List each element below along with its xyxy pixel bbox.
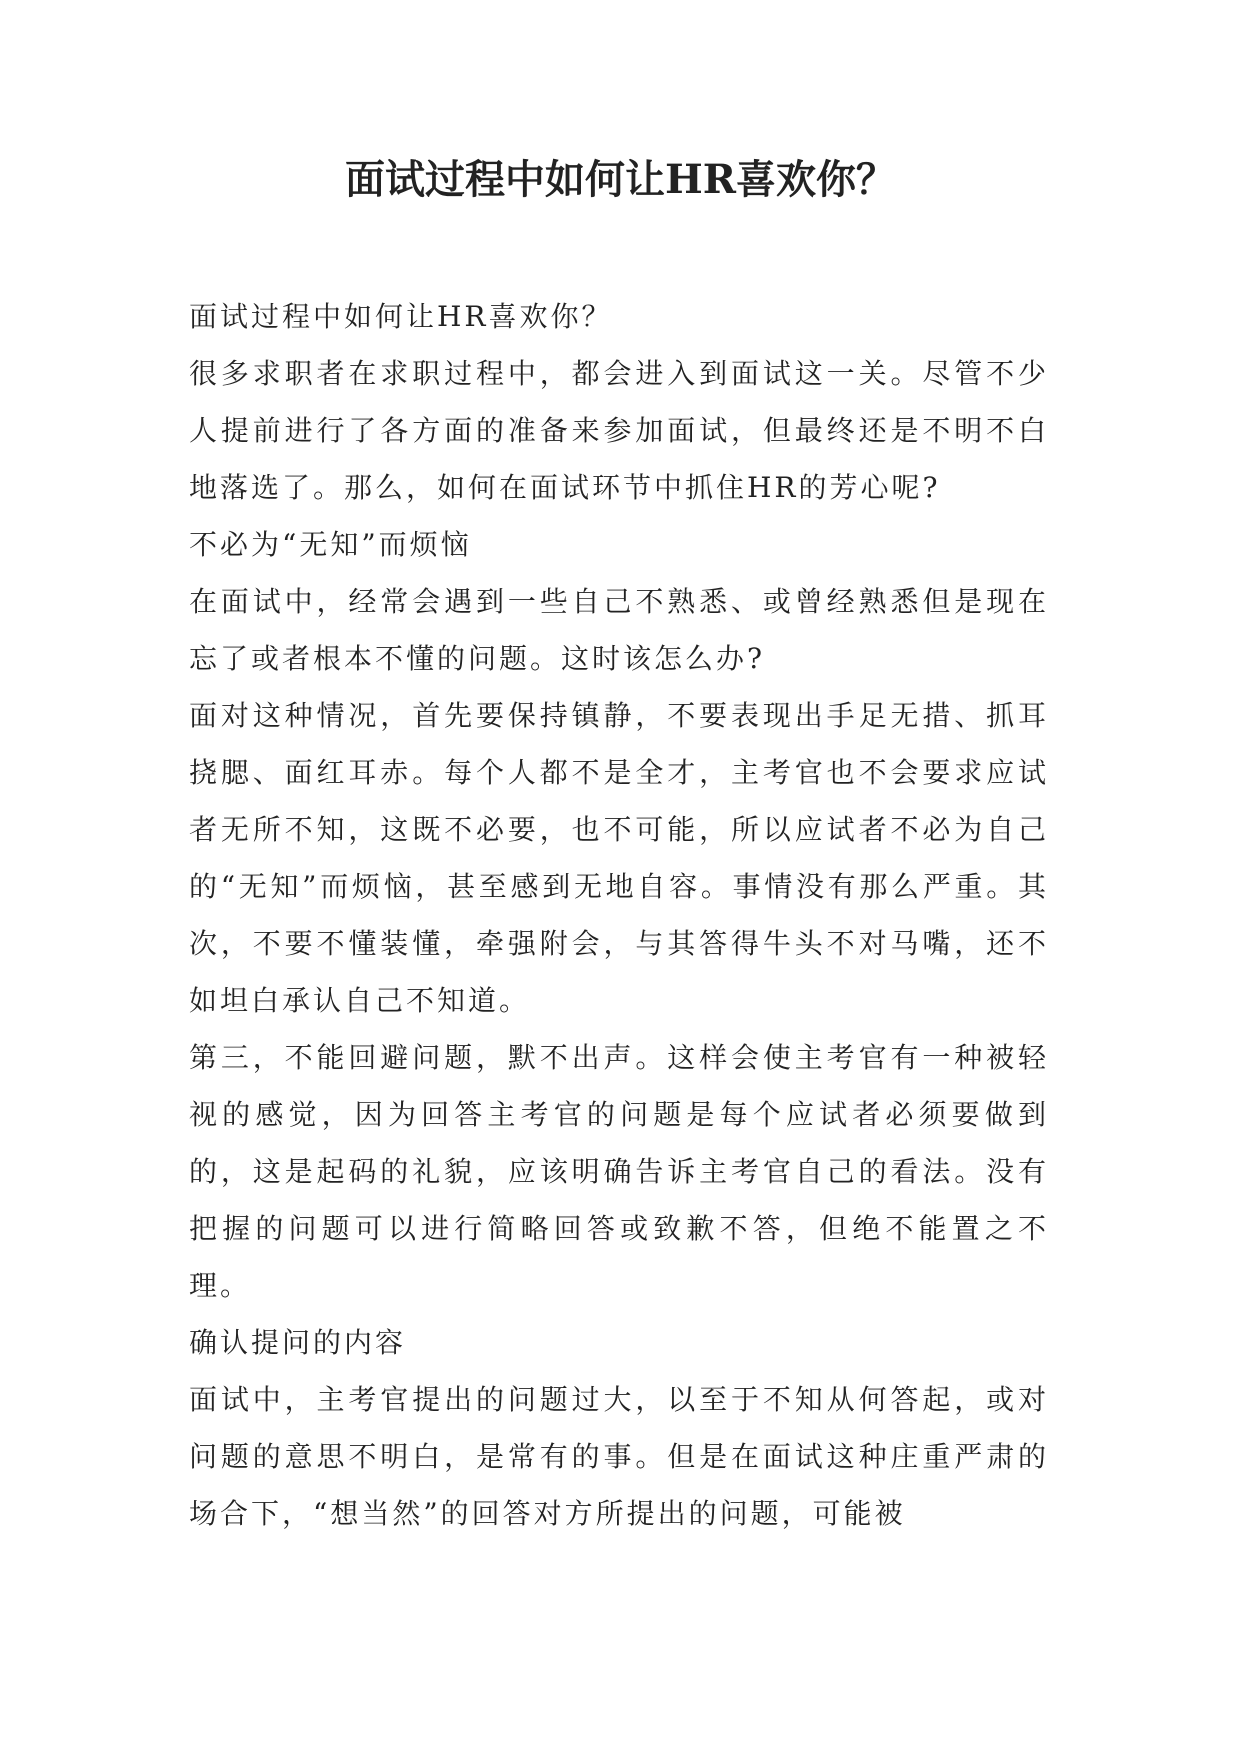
section-heading: 不必为“无知”而烦恼 (189, 528, 472, 561)
body-paragraph: 在面试中，经常会遇到一些自己不熟悉、或曾经熟悉但是现在忘了或者根本不懂的问题。这时该怎么办? (189, 585, 1049, 675)
document-body (189, 288, 1049, 1542)
section-heading: 确认提问的内容 (189, 1326, 407, 1359)
body-paragraph: 面对这种情况，首先要保持镇静，不要表现出手足无措、抓耳挠腮、面红耳赤。每个人都不是全才，主考官也不会要求应试者无所不知，这既不必要，也不可能，所以应试者不必为自己的“无知”而烦恼，甚至感到无地自容。事情没有那么严重。其次，不要不懂装懂，牵强附会，与其答得牛头不对马嘴，还不如坦白承认自己不知道。 (189, 699, 1049, 1017)
intro-paragraph: 很多求职者在求职过程中，都会进入到面试这一关。尽管不少人提前进行了各方面的准备来参加面试，但最终还是不明不白地落选了。那么，如何在面试环节中抓住HR的芳心呢? (189, 357, 1049, 504)
body-paragraph: 面试中，主考官提出的问题过大，以至于不知从何答起，或对问题的意思不明白，是常有的事。但是在面试这种庄重严肃的场合下，“想当然”的回答对方所提出的问题，可能被 (189, 1383, 1049, 1530)
document-title: 面试过程中如何让HR喜欢你？ (344, 156, 897, 203)
subtitle-paragraph: 面试过程中如何让HR喜欢你？ (189, 300, 613, 333)
body-paragraph: 第三，不能回避问题，默不出声。这样会使主考官有一种被轻视的感觉，因为回答主考官的问题是每个应试者必须要做到的，这是起码的礼貌，应该明确告诉主考官自己的看法。没有把握的问题可以进行简略回答或致歉不答，但绝不能置之不理。 (189, 1041, 1049, 1302)
